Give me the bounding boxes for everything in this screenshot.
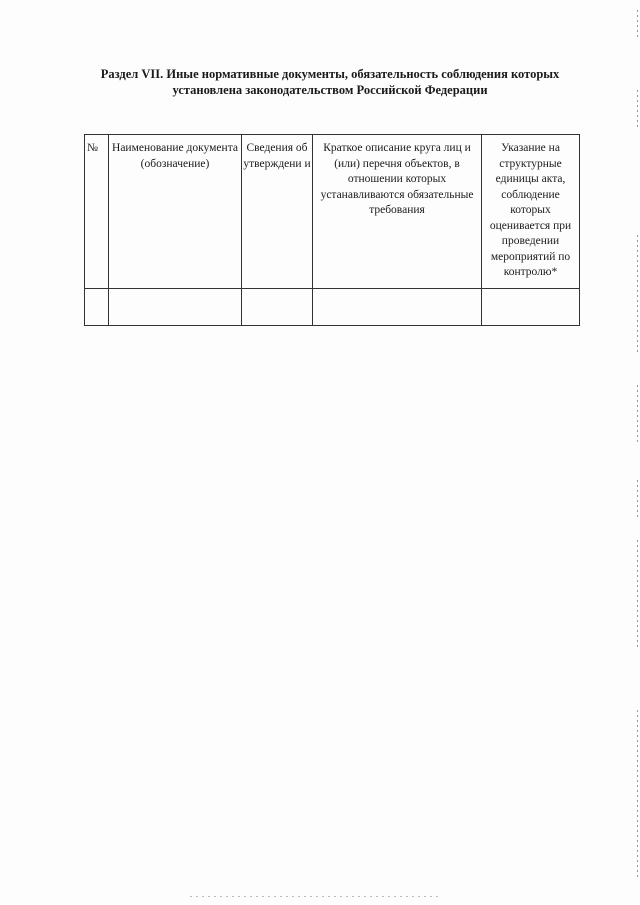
scan-edge-mark [637, 10, 638, 40]
cell-approval-info [242, 289, 313, 326]
header-number: № [85, 135, 109, 289]
scan-edge-mark [637, 90, 638, 130]
requirements-table [84, 134, 580, 326]
header-description: Краткое описание круга лиц и (или) перечня объектов, в отношении которых устанавливаются обязательные требования [313, 135, 482, 289]
header-indication: Указание на структурные единицы акта, соблюдение которых оценивается при проведении мероприятий по контролю* [482, 135, 580, 289]
header-approval-info: Сведения об утверждени и [242, 135, 313, 289]
table-header-row [85, 135, 580, 289]
scan-bottom-mark [190, 896, 440, 897]
scan-edge-mark [637, 385, 638, 445]
scan-edge-mark [637, 480, 638, 520]
cell-description [313, 289, 482, 326]
scan-edge-mark [637, 540, 638, 650]
header-document-name: Наименование документа (обозначение) [109, 135, 242, 289]
scan-edge-mark [637, 710, 638, 880]
table-row [85, 289, 580, 326]
cell-number [85, 289, 109, 326]
section-title-line-1: Раздел VII. Иные нормативные документы, обязательность соблюдения которых [100, 67, 560, 81]
section-title [60, 66, 600, 98]
cell-indication [482, 289, 580, 326]
cell-document-name [109, 289, 242, 326]
section-title-line-2: установлена законодательством Российской Федерации [172, 83, 488, 97]
scan-edge-mark [637, 235, 638, 355]
